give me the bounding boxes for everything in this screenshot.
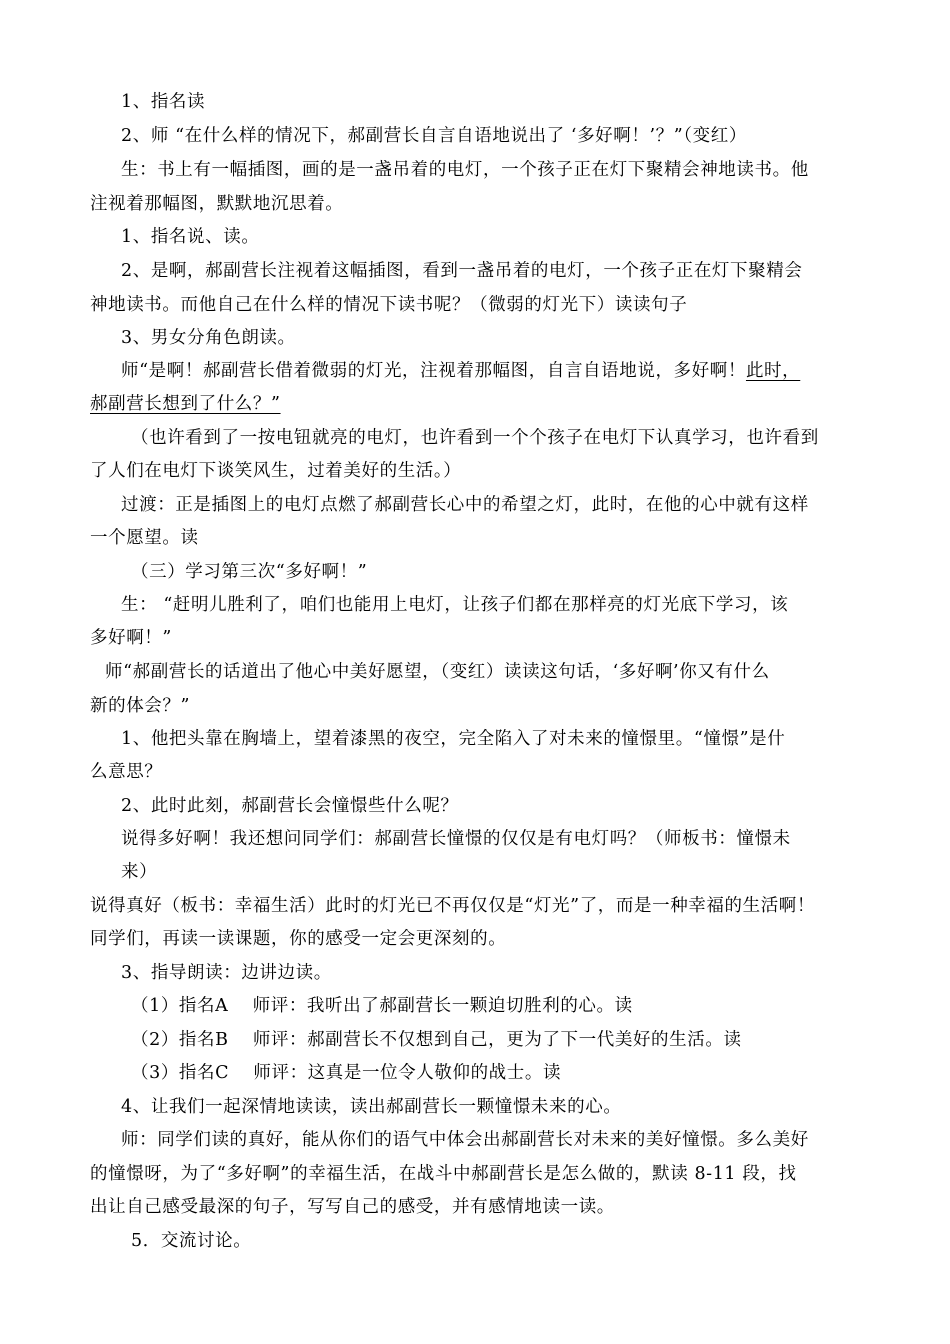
text-line: 师：同学们读的真好，能从你们的语气中体会出郝副营长对未来的美好憧憬。多么美好	[121, 1130, 809, 1150]
text-line: 2、是啊，郝副营长注视着这幅插图，看到一盏吊着的电灯，一个孩子正在灯下聚精会	[121, 261, 803, 281]
text-line: （2）指名B 师评：郝副营长不仅想到自己，更为了下一代美好的生活。读	[131, 1030, 742, 1050]
text-line: 3、男女分角色朗读。	[121, 328, 296, 348]
text-line: 说得多好啊！我还想问同学们：郝副营长憧憬的仅仅是有电灯吗？（师板书：憧憬未	[121, 829, 791, 849]
text-line: 注视着那幅图，默默地沉思着。	[90, 194, 344, 214]
text-line: 了人们在电灯下谈笑风生，过着美好的生活。）	[90, 461, 462, 481]
text-line: 1、指名读	[121, 92, 206, 112]
text-line: 5．交流讨论。	[131, 1231, 252, 1251]
text-line: 同学们，再读一读课题，你的感受一定会更深刻的。	[90, 929, 507, 949]
text-line: （3）指名C 师评：这真是一位令人敬仰的战士。读	[131, 1063, 562, 1083]
section-heading: （三）学习第三次“多好啊！”	[131, 562, 368, 582]
text-line: 2、师 “在什么样的情况下，郝副营长自言自语地说出了 ‘多好啊！’？”（变红）	[121, 126, 747, 146]
text-line: 生：书上有一幅插图，画的是一盏吊着的电灯，一个孩子正在灯下聚精会神地读书。他	[121, 160, 809, 180]
text-line: 1、指名说、读。	[121, 227, 260, 247]
text-line: 2、此时此刻，郝副营长会憧憬些什么呢？	[121, 796, 459, 816]
text-line: 3、指导朗读：边讲边读。	[121, 963, 332, 983]
underlined-text-line: 郝副营长想到了什么？”	[90, 394, 281, 414]
text-line: 多好啊！”	[90, 628, 172, 648]
text-line: （1）指名A 师评：我听出了郝副营长一颗迫切胜利的心。读	[131, 996, 633, 1016]
text-line: 新的体会？”	[90, 696, 191, 716]
text-line: 1、他把头靠在胸墙上，望着漆黑的夜空，完全陷入了对未来的憧憬里。“憧憬”是什	[121, 729, 786, 749]
text-line: 的憧憬呀，为了“多好啊”的幸福生活，在战斗中郝副营长是怎么做的，默读 8-11 段，找	[90, 1164, 797, 1184]
text-line: 来）	[121, 862, 158, 882]
text-line: 神地读书。而他自己在什么样的情况下读书呢？（微弱的灯光下）读读句子	[90, 295, 688, 315]
underlined-text: 此时，	[745, 361, 801, 381]
text-line: 师“郝副营长的话道出了他心中美好愿望，（变红）读读这句话，‘多好啊’你又有什么	[105, 662, 770, 682]
text-line: 说得真好（板书：幸福生活）此时的灯光已不再仅仅是“灯光”了，而是一种幸福的生活啊！	[90, 896, 815, 916]
text-line: （也许看到了一按电钮就亮的电灯，也许看到一个个孩子在电灯下认真学习，也许看到	[131, 428, 819, 448]
text-line: 4、让我们一起深情地读读，读出郝副营长一颗憧憬未来的心。	[121, 1097, 622, 1117]
text-line: 过渡：正是插图上的电灯点燃了郝副营长心中的希望之灯，此时，在他的心中就有这样	[121, 495, 809, 515]
text-line	[121, 359, 800, 383]
text-segment: 师“是啊！郝副营长借着微弱的灯光，注视着那幅图，自言自语地说，多好啊！	[121, 361, 746, 381]
text-line: 出让自己感受最深的句子，写写自己的感受，并有感情地读一读。	[90, 1197, 615, 1217]
text-line: 生： “赶明儿胜利了，咱们也能用上电灯，让孩子们都在那样亮的灯光底下学习，该	[121, 595, 789, 615]
text-line: 一个愿望。读	[90, 528, 199, 548]
text-line: 么意思？	[90, 762, 163, 782]
